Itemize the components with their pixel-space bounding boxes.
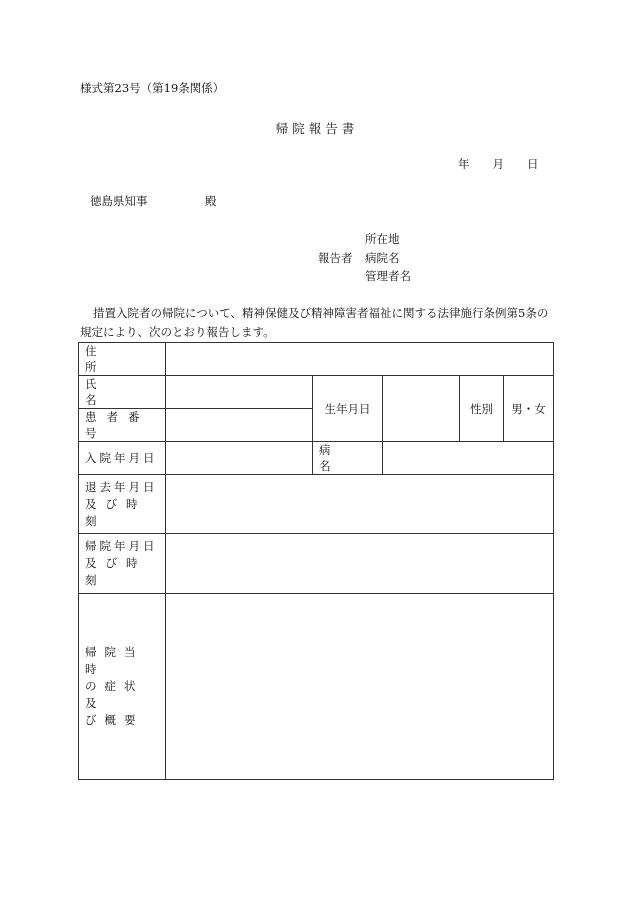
reporter-row-location <box>318 230 411 249</box>
patient-number-input[interactable] <box>166 409 313 442</box>
disease-input[interactable] <box>383 442 554 475</box>
return-datetime-input[interactable] <box>166 534 554 594</box>
report-table <box>78 342 554 780</box>
reporter-field-location <box>365 230 411 249</box>
leave-datetime-label-cell <box>79 475 166 534</box>
leave-datetime-label-1: 退去年月日 <box>85 479 158 494</box>
name-label-cell <box>79 376 166 409</box>
admission-date-label: 入院年月日 <box>85 451 158 465</box>
reporter-field-location-label: 所在地 <box>365 232 400 246</box>
return-datetime-label-2: 及び時刻 <box>85 556 147 587</box>
admission-date-label-cell <box>79 442 166 475</box>
reporter-row-hospital <box>318 249 411 268</box>
reporter-block <box>318 230 411 286</box>
reporter-row-manager <box>318 267 411 286</box>
reporter-field-hospital: 病院名 <box>365 250 400 265</box>
patient-number-label-cell <box>79 409 166 442</box>
condition-label-2: の症状及 <box>85 679 144 710</box>
document-title: 帰 院 報 告 書 <box>275 121 355 136</box>
body-text: 措置入院者の帰院について、精神保健及び精神障害者福祉に関する法律施行条例第5条の規定により、次のとおり報告します。 <box>80 306 549 339</box>
return-datetime-label-1: 帰院年月日 <box>85 539 158 553</box>
form-number: 様式第23号（第19条関係） <box>80 81 225 95</box>
sex-label: 性別 <box>460 376 504 442</box>
birthdate-label: 生年月日 <box>313 376 383 442</box>
condition-input[interactable] <box>166 594 554 780</box>
name-input[interactable] <box>166 376 313 409</box>
addressee: 徳島県知事 殿 <box>90 194 217 208</box>
return-datetime-label-cell <box>79 534 166 594</box>
leave-datetime-label-2: 及び時刻 <box>85 496 147 528</box>
birthdate-input[interactable] <box>383 376 460 442</box>
reporter-field-manager: 管理者名 <box>365 269 411 283</box>
disease-label: 病名 <box>319 443 359 473</box>
date-line: 年 月 日 <box>458 157 539 171</box>
name-label: 氏名 <box>85 377 147 407</box>
admission-date-input[interactable] <box>166 442 313 475</box>
address-label: 住所 <box>85 344 135 374</box>
condition-label-3: び概要 <box>85 713 144 727</box>
address-input[interactable] <box>166 343 554 376</box>
sex-selector[interactable]: 男・女 <box>504 376 554 442</box>
condition-label-cell <box>79 594 166 780</box>
leave-datetime-input[interactable] <box>166 475 554 534</box>
patient-number-label: 患者番号 <box>85 410 150 440</box>
disease-label-cell <box>313 442 383 475</box>
reporter-role-label: 報告者 <box>318 250 353 265</box>
condition-label-1: 帰院当時 <box>85 645 144 676</box>
address-label-cell <box>79 343 166 376</box>
